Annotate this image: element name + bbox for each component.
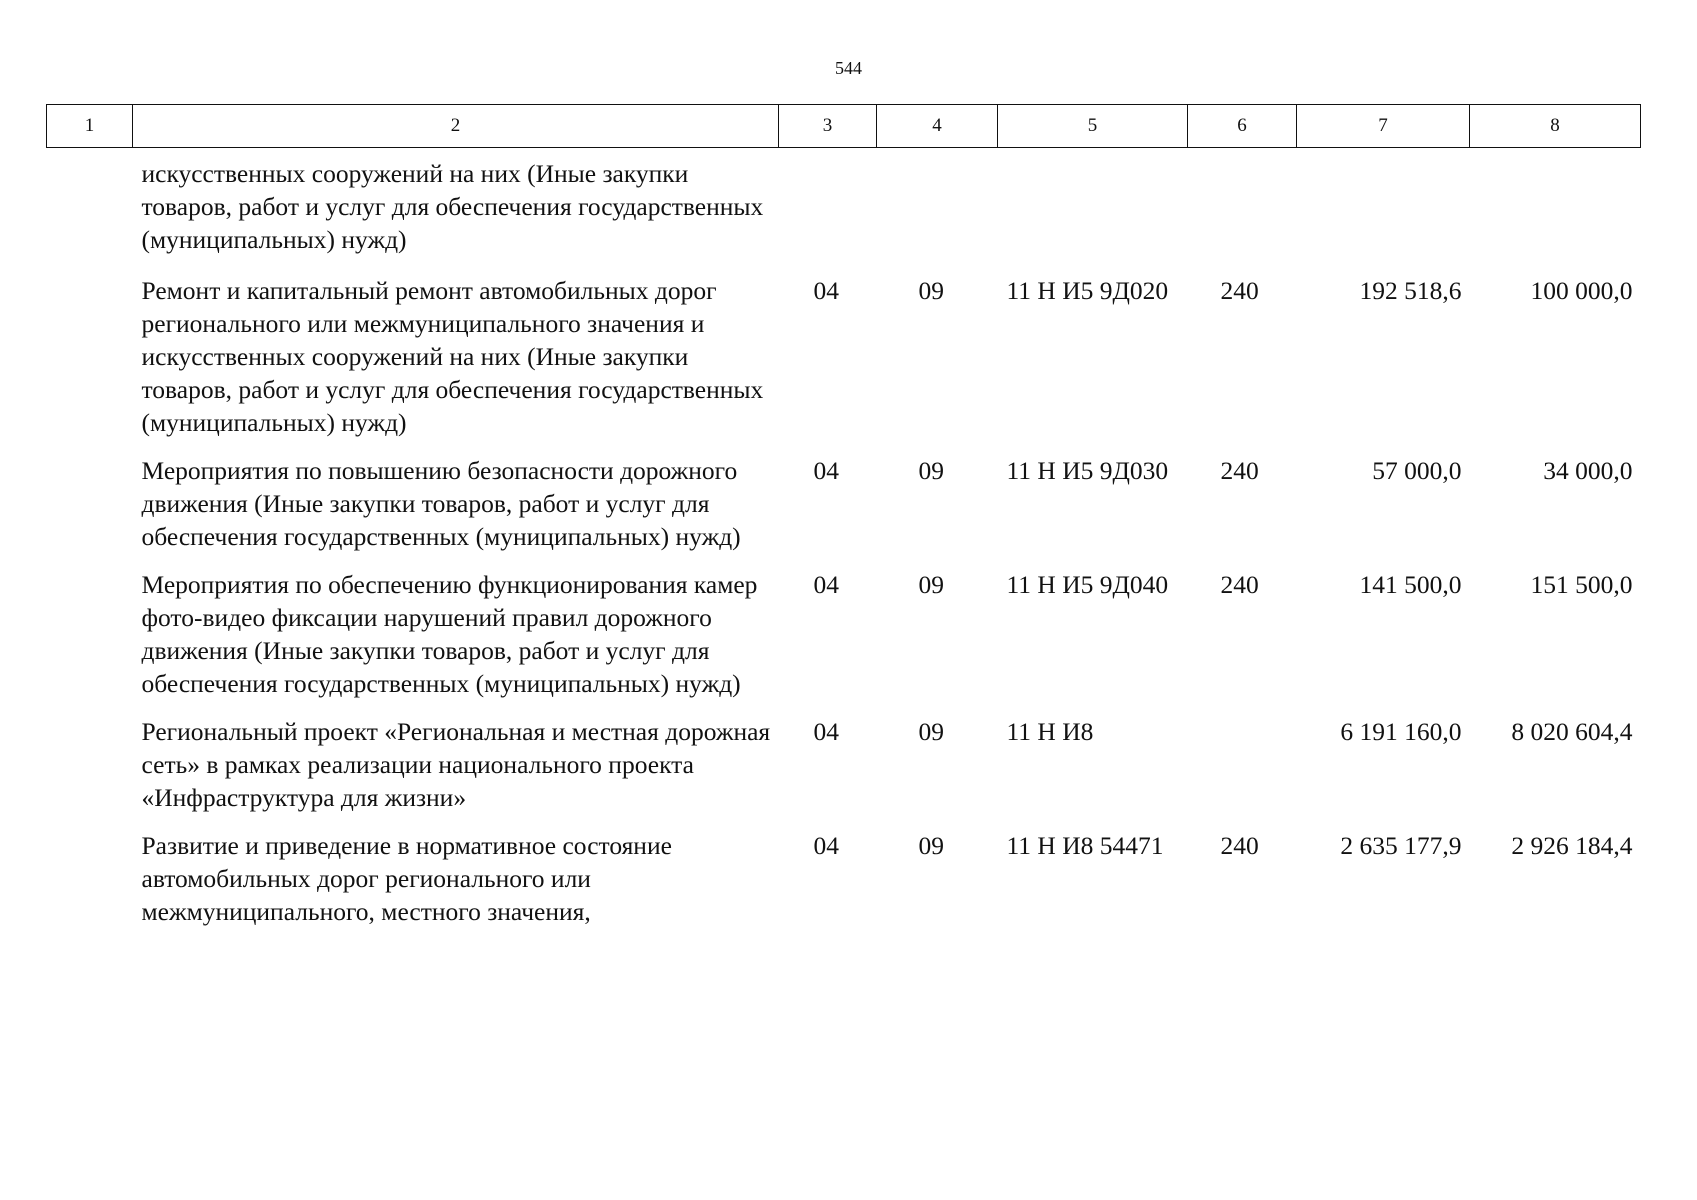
- cell-amount-7: 6 191 160,0: [1340, 717, 1462, 746]
- cell-target-article: [998, 148, 1188, 275]
- cell-section: 04: [813, 717, 839, 746]
- cell-target-article: 11 Н И5 9Д030: [1006, 456, 1169, 485]
- cell-amount-7: 141 500,0: [1359, 570, 1462, 599]
- cell-expense-type: [1188, 148, 1297, 275]
- table-row: [47, 274, 1641, 454]
- header-cell-4: 4: [877, 105, 998, 148]
- header-cell-6: 6: [1188, 105, 1297, 148]
- cell-amount-7: 192 518,6: [1359, 276, 1462, 305]
- table-row: [47, 715, 1641, 829]
- cell-section: 04: [813, 456, 839, 485]
- header-cell-3: 3: [779, 105, 877, 148]
- cell-subsection: 09: [918, 717, 944, 746]
- cell-col-1: [47, 568, 133, 715]
- header-cell-5: 5: [998, 105, 1188, 148]
- cell-subsection: 09: [918, 276, 944, 305]
- cell-col-1: [47, 454, 133, 568]
- cell-col-1: [47, 715, 133, 829]
- table-row: [47, 454, 1641, 568]
- header-cell-7: 7: [1297, 105, 1470, 148]
- cell-name: Мероприятия по повышению безопасности дорожного движения (Иные закупки товаров, работ и услуг для обеспечения государственных (муниципальных) нужд): [141, 456, 741, 551]
- header-cell-8: 8: [1470, 105, 1641, 148]
- cell-expense-type: [1188, 715, 1297, 829]
- table-row: [47, 148, 1641, 275]
- cell-target-article: 11 Н И5 9Д020: [1006, 276, 1169, 305]
- cell-amount-8: 2 926 184,4: [1511, 831, 1633, 860]
- cell-amount-8: [1470, 148, 1641, 275]
- cell-col-1: [47, 829, 133, 943]
- cell-target-article: 11 Н И5 9Д040: [1006, 570, 1169, 599]
- cell-amount-8: 151 500,0: [1530, 570, 1633, 599]
- cell-amount-7: [1297, 148, 1470, 275]
- cell-expense-type: 240: [1220, 456, 1259, 485]
- cell-amount-8: 100 000,0: [1530, 276, 1633, 305]
- cell-expense-type: 240: [1220, 276, 1259, 305]
- table-row: [47, 568, 1641, 715]
- cell-subsection: 09: [918, 570, 944, 599]
- cell-col-1: [47, 274, 133, 454]
- cell-name: Ремонт и капитальный ремонт автомобильных дорог регионального или межмуниципального значения и искусственных сооружений на них (Иные закупки товаров, работ и услуг для обеспечения государственных (муниципальных) нужд): [141, 276, 764, 437]
- cell-amount-7: 2 635 177,9: [1340, 831, 1462, 860]
- cell-amount-8: 34 000,0: [1543, 456, 1633, 485]
- table-row: [47, 829, 1641, 943]
- table-header: [47, 105, 1641, 148]
- cell-section: 04: [813, 276, 839, 305]
- cell-target-article: 11 Н И8 54471: [1006, 831, 1164, 860]
- cell-section: 04: [813, 831, 839, 860]
- cell-section: 04: [813, 570, 839, 599]
- cell-section: [779, 148, 877, 275]
- cell-col-1: [47, 148, 133, 275]
- page-number: 544: [835, 58, 862, 78]
- header-row: [47, 105, 1641, 148]
- header-cell-1: 1: [47, 105, 133, 148]
- cell-name: Развитие и приведение в нормативное состояние автомобильных дорог регионального или межмуниципального, местного значения,: [141, 831, 672, 926]
- cell-expense-type: 240: [1220, 831, 1259, 860]
- cell-subsection: [877, 148, 998, 275]
- header-cell-2: 2: [133, 105, 779, 148]
- table-body: [47, 148, 1641, 944]
- cell-amount-7: 57 000,0: [1372, 456, 1462, 485]
- cell-subsection: 09: [918, 456, 944, 485]
- cell-subsection: 09: [918, 831, 944, 860]
- cell-name: искусственных сооружений на них (Иные закупки товаров, работ и услуг для обеспечения государственных (муниципальных) нужд): [141, 159, 764, 254]
- budget-table: [46, 104, 1641, 943]
- cell-name: Мероприятия по обеспечению функционирования камер фото-видео фиксации нарушений правил дорожного движения (Иные закупки товаров, работ и услуг для обеспечения государственных (муниципальных) нужд): [141, 570, 758, 698]
- cell-amount-8: 8 020 604,4: [1511, 717, 1633, 746]
- cell-expense-type: 240: [1220, 570, 1259, 599]
- cell-name: Региональный проект «Региональная и местная дорожная сеть» в рамках реализации национального проекта «Инфраструктура для жизни»: [141, 717, 771, 812]
- cell-target-article: 11 Н И8: [1006, 717, 1094, 746]
